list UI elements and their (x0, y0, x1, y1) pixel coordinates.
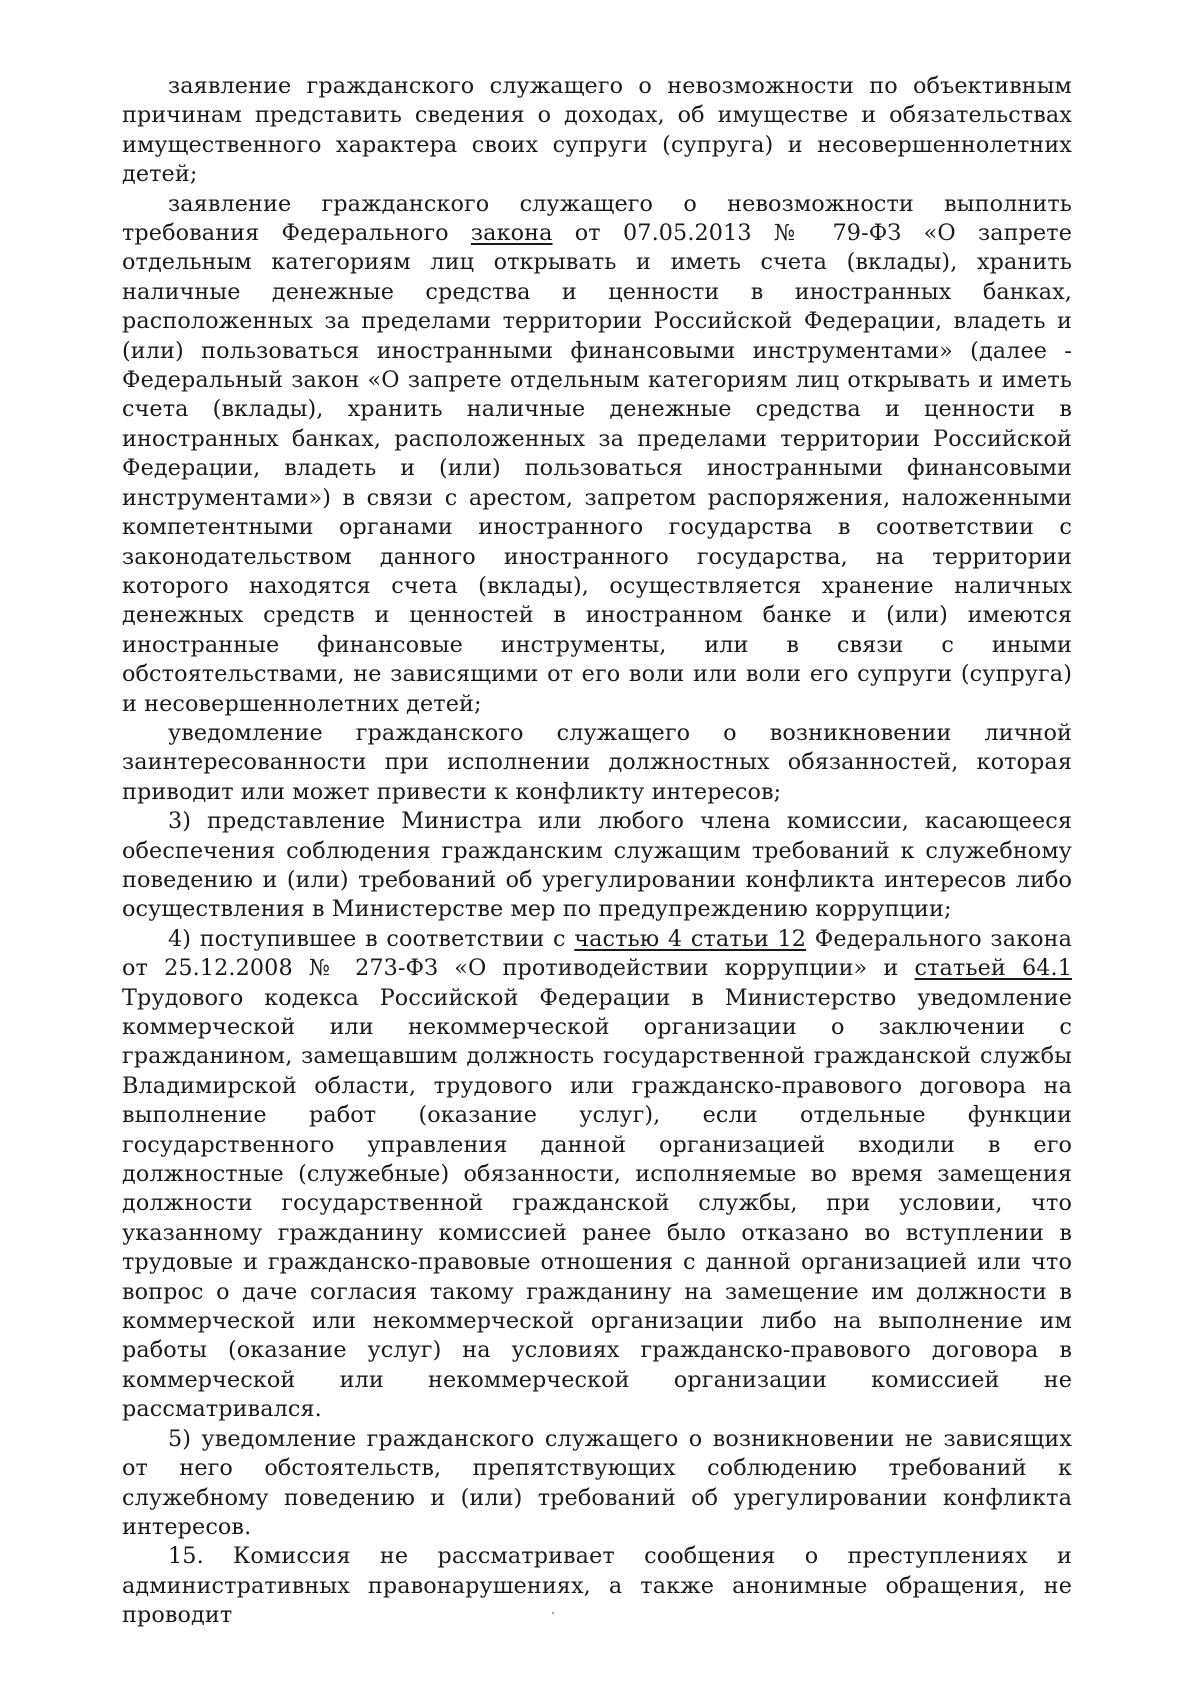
paragraph-text: от 07.05.2013 № 79-ФЗ «О запрете отдельным категориям лиц открывать и иметь счета (вклады), хранить наличные денежные средства и ценности в иностранных банках, расположенных за пределами территории Российской Федерации, владеть и (или) пользоваться иностранными финансовыми инструментами» (далее - Федеральный закон «О запрете отдельным категориям лиц открывать и иметь счета (вклады), хранить наличные денежные средства и ценности в иностранных банках, расположенных за пределами территории Российской Федерации, владеть и (или) пользоваться иностранными финансовыми инструментами») в связи с арестом, запретом распоряжения, наложенными компетентными органами иностранного государства в соответствии с законодательством данного иностранного государства, на территории которого находятся счета (вклады), осуществляется хранение наличных денежных средств и ценностей в иностранном банке и (или) имеются иностранные финансовые инструменты, или в связи с иными обстоятельствами, не зависящими от его воли или воли его супруги (супруга) и несовершеннолетних детей; (122, 220, 1072, 717)
paragraph-text: 15. Комиссия не рассматривает сообщения о преступлениях и административных правонарушениях, а также анонимные обращения, не проводит (122, 1543, 1072, 1629)
article-64-1-link[interactable]: статьей 64.1 (914, 955, 1072, 982)
paragraph-3 (122, 807, 1072, 925)
paragraph-text: Трудового кодекса Российской Федерации в Министерство уведомление коммерческой или некоммерческой организации о заключении с гражданином, замещавшим должность государственной гражданской службы Владимирской области, трудового или гражданско-правового договора на выполнение работ (оказание услуг), если отдельные функции государственного управления данной организацией входили в его должностные (служебные) обязанности, исполняемые во время замещения должности государственной гражданской службы, при условии, что указанному гражданину комиссией ранее было отказано во вступлении в трудовые и гражданско-правовые отношения с данной организацией или что вопрос о даче согласия такому гражданину на замещение им должности в коммерческой или некоммерческой организации либо на выполнение им работы (оказание услуг) на условиях гражданско-правового договора в коммерческой или некоммерческой организации комиссией не рассматривался. (122, 984, 1072, 1423)
paragraph-0 (122, 72, 1072, 190)
paragraph-2 (122, 719, 1072, 807)
document-body (122, 72, 1072, 1631)
paragraph-text: уведомление гражданского служащего о возникновении личной заинтересованности при исполнении должностных обязанностей, которая приводит или может привести к конфликту интересов; (122, 719, 1072, 805)
paragraph-1 (122, 190, 1072, 719)
article-12-link[interactable]: частью 4 статьи 12 (574, 925, 807, 952)
paragraph-text: заявление гражданского служащего о невозможности по объективным причинам представить сведения о доходах, об имуществе и обязательствах имущественного характера своих супруги (супруга) и несовершеннолетних детей; (122, 73, 1072, 188)
paragraph-5 (122, 1425, 1072, 1543)
paragraph-text: 4) поступившее в соответствии с (168, 925, 575, 952)
paragraph-text: заявление гражданского служащего о невозможности выполнить требования Федерального (122, 190, 1072, 247)
law-link[interactable]: закона (470, 220, 553, 247)
paragraph-6 (122, 1542, 1072, 1630)
paragraph-text: 5) уведомление гражданского служащего о возникновении не зависящих от него обстоятельств, препятствующих соблюдению требований к служебному поведению и (или) требований об урегулировании конфликта интересов. (122, 1425, 1072, 1540)
scan-speck (552, 1612, 554, 1614)
paragraph-text: 3) представление Министра или любого члена комиссии, касающееся обеспечения соблюдения гражданским служащим требований к служебному поведению и (или) требований об урегулировании конфликта интересов либо осуществления в Министерстве мер по предупреждению коррупции; (122, 808, 1072, 923)
paragraph-text: Федерального закона от 25.12.2008 № 273-ФЗ «О противодействии коррупции» и (122, 925, 1072, 982)
paragraph-4 (122, 925, 1072, 1425)
